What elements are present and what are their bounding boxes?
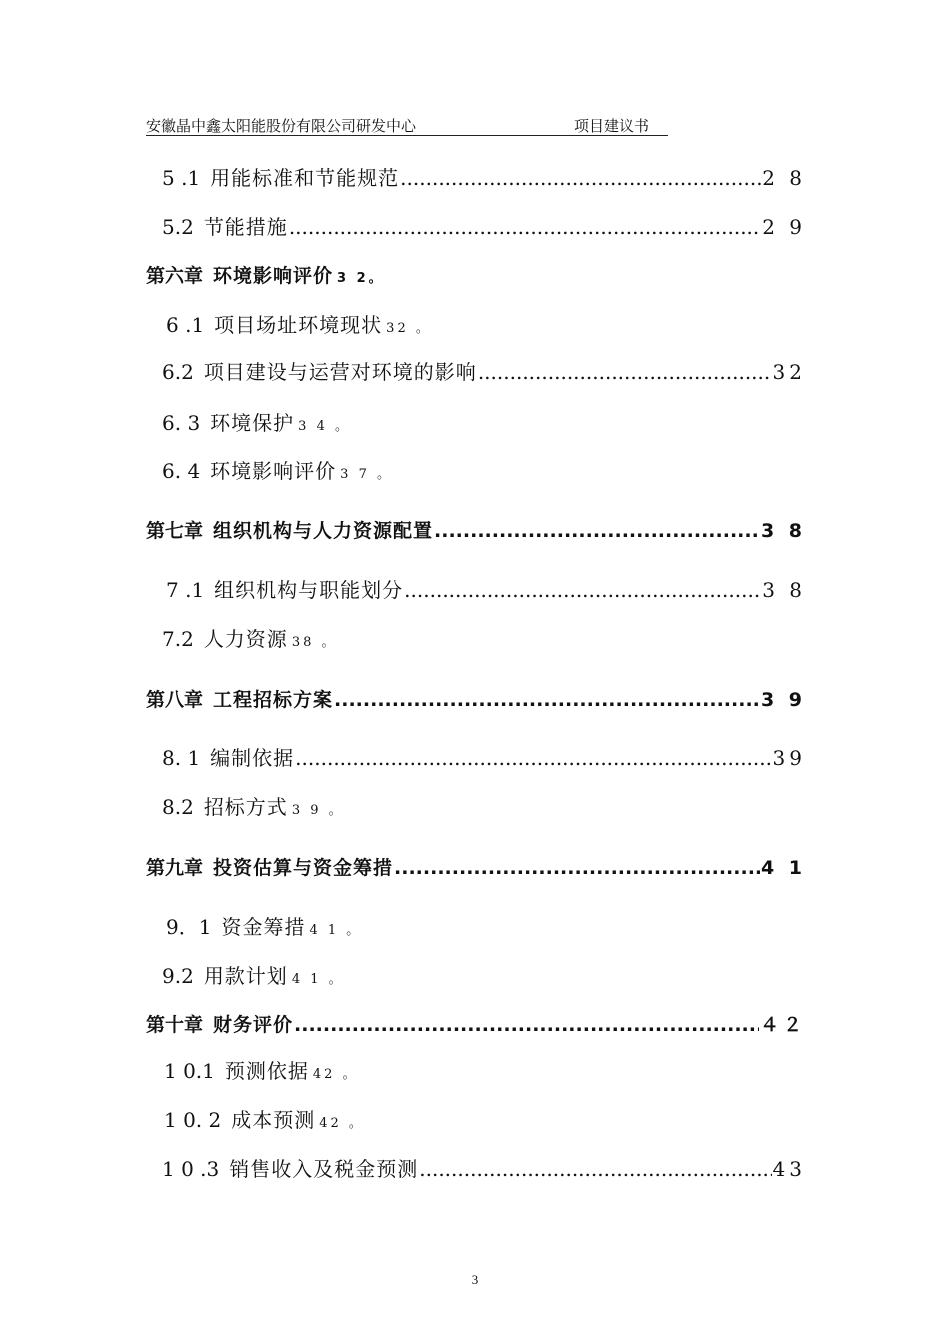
toc-leader-dots [404,576,761,604]
toc-section-entry[interactable] [162,164,806,192]
toc-leader-dots [434,517,760,545]
toc-entry-page: 3 9 。 [291,803,345,818]
toc-entry-page: 4 1 。 [309,923,363,938]
toc-entry-title: 资金筹措 [221,915,306,939]
toc-entry-number: 6 .1 [166,313,205,337]
toc-chapter-entry[interactable] [146,854,806,882]
toc-entry-page: 2 9 [762,215,806,239]
toc-section-entry[interactable] [162,625,338,653]
toc-entry-page: 4 1 。 [291,972,345,987]
toc-section-entry[interactable] [164,1057,359,1085]
toc-leader-dots [400,164,761,192]
toc-entry-page: 4 1 [760,857,806,879]
toc-entry-page: 32 。 [386,321,432,336]
toc-entry-title: 环境影响评价 [210,459,337,483]
toc-entry-title: 人力资源 [203,627,288,651]
toc-entry-title: 用款计划 [203,964,288,988]
toc-entry-page: ４２ [759,1014,806,1036]
toc-entry-number: 第七章 [146,520,204,542]
toc-section-entry[interactable] [162,457,393,485]
toc-chapter-entry[interactable] [146,1011,806,1039]
toc-entry-number: 5.2 [162,215,194,239]
toc-section-entry[interactable] [162,793,345,821]
toc-section-entry[interactable] [162,744,806,772]
toc-entry-title: 项目场址环境现状 [214,313,383,337]
toc-entry-title: 投资估算与资金筹措 [213,857,394,879]
toc-entry-number: 第九章 [146,857,204,879]
toc-entry-page: 32 [772,360,806,384]
toc-entry-title: 编制依据 [210,746,295,770]
toc-entry-number: 7 .1 [166,578,205,602]
toc-leader-dots [419,1155,771,1183]
toc-section-entry[interactable] [166,576,806,604]
toc-entry-title: 销售收入及税金预测 [229,1157,419,1181]
toc-entry-number: 第六章 [146,265,204,287]
toc-leader-dots [289,213,761,241]
toc-entry-number: 6. 3 [162,411,201,435]
toc-entry-number: 8. 1 [162,746,201,770]
toc-entry-page: 43 [772,1157,806,1181]
toc-entry-title: 组织机构与职能划分 [214,578,404,602]
toc-leader-dots [295,744,771,772]
header-document-title: 项目建议书 [574,117,650,135]
toc-entry-title: 节能措施 [203,215,288,239]
toc-entry-page: 42 。 [319,1116,365,1131]
toc-entry-number: 1 0 .3 [162,1157,220,1181]
toc-entry-number: 6. 4 [162,459,201,483]
toc-entry-title: 预测依据 [224,1059,309,1083]
toc-entry-page: 3 8 [760,520,806,542]
toc-leader-dots [394,854,760,882]
toc-entry-page: 3 2。 [337,271,385,286]
toc-entry-title: 招标方式 [203,795,288,819]
toc-entry-number: 7.2 [162,627,194,651]
toc-entry-number: 第十章 [146,1014,204,1036]
toc-section-entry[interactable] [162,213,806,241]
toc-entry-number: 第八章 [146,689,204,711]
toc-entry-number: 8.2 [162,795,194,819]
toc-entry-page: 3 7 。 [340,467,393,482]
toc-entry-number: 1 0. 2 [164,1108,222,1132]
toc-entry-page: 42 。 [312,1067,359,1082]
toc-entry-page: 38 。 [291,635,338,650]
toc-entry-number: 5 .1 [162,166,201,190]
toc-leader-dots [294,1011,759,1039]
toc-entry-number: 9．1 [166,915,212,939]
toc-entry-title: 成本预测 [231,1108,316,1132]
toc-chapter-entry[interactable] [146,517,806,545]
toc-entry-number: 6.2 [162,360,194,384]
toc-section-entry[interactable] [162,358,806,386]
toc-entry-title: 组织机构与人力资源配置 [213,520,434,542]
toc-section-entry[interactable] [166,913,362,941]
toc-section-entry[interactable] [162,409,351,437]
toc-entry-title: 用能标准和节能规范 [210,166,400,190]
page-number: 3 [471,1272,479,1287]
toc-entry-title: 环境保护 [210,411,295,435]
toc-entry-title: 工程招标方案 [213,689,334,711]
toc-section-entry[interactable] [164,1106,365,1134]
toc-entry-title: 财务评价 [213,1014,294,1036]
toc-section-entry[interactable] [166,311,432,339]
toc-chapter-entry[interactable] [146,686,806,714]
toc-leader-dots [478,358,772,386]
toc-entry-page: 3 9 [760,689,806,711]
toc-entry-number: 1 0.1 [164,1059,215,1083]
toc-section-entry[interactable] [162,962,345,990]
header-organization: 安徽晶中鑫太阳能股份有限公司研发中心 [146,117,417,135]
toc-entry-title: 项目建设与运营对环境的影响 [203,360,477,384]
toc-section-entry[interactable] [162,1155,806,1183]
toc-entry-number: 9.2 [162,964,194,988]
toc-entry-page: 3 8 [762,578,806,602]
toc-entry-page: 3 4 。 [298,419,351,434]
toc-entry-page: 39 [772,746,806,770]
toc-chapter-entry[interactable] [146,262,385,290]
toc-entry-page: 2 8 [762,166,806,190]
toc-leader-dots [334,686,760,714]
toc-entry-title: 环境影响评价 [213,265,334,287]
